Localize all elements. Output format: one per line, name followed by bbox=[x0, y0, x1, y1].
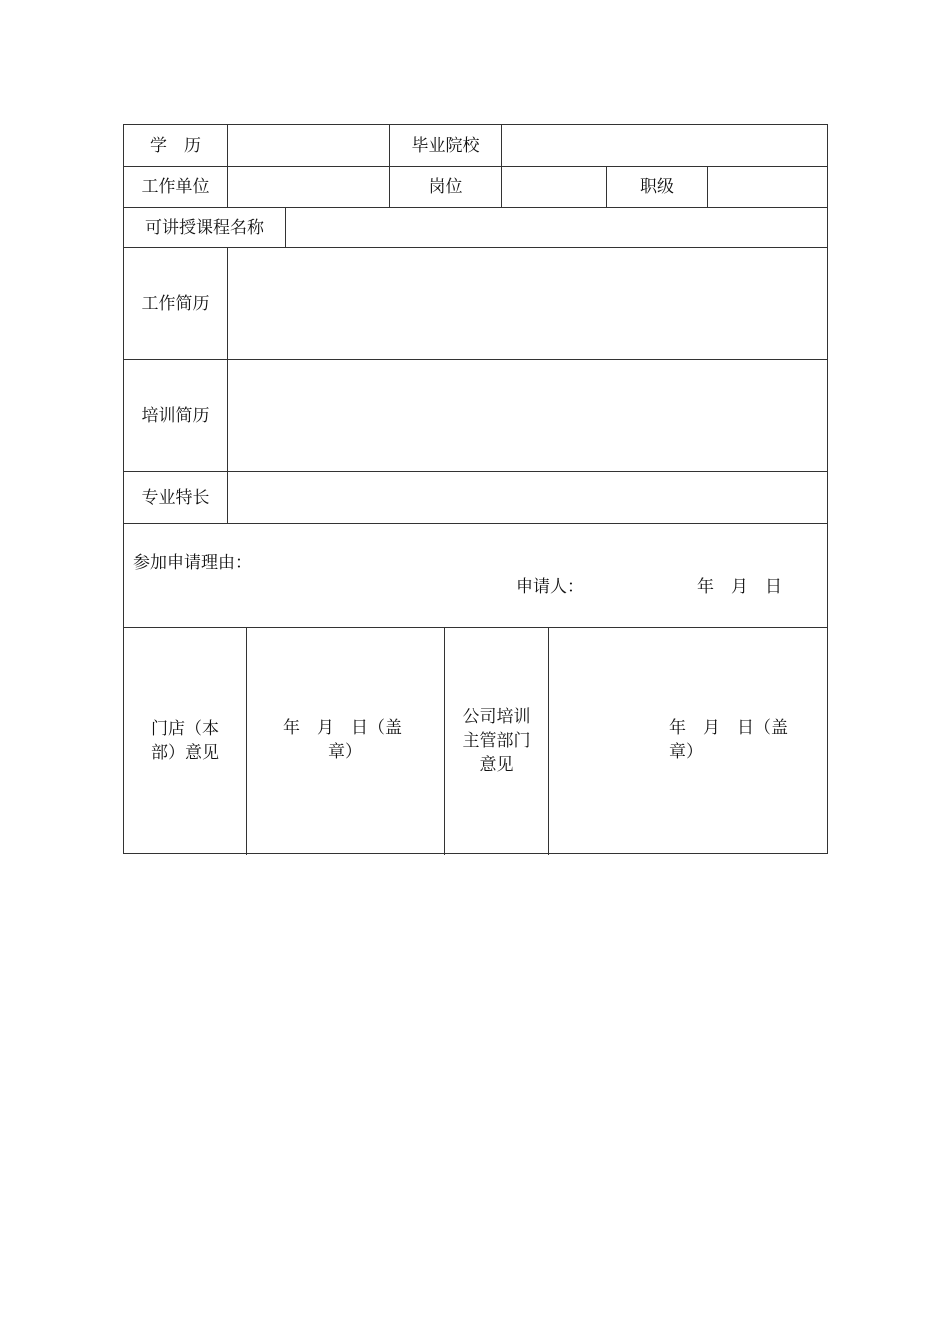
courses-field[interactable] bbox=[286, 208, 827, 247]
work-history-label: 工作简历 bbox=[141, 293, 210, 314]
application-reason-section[interactable] bbox=[124, 524, 827, 627]
company-opinion-field[interactable] bbox=[549, 628, 827, 854]
store-opinion-date-line1: 年 月 日（盖 bbox=[283, 718, 402, 738]
work-history-field[interactable] bbox=[228, 248, 827, 359]
applicant-label: 申请人： bbox=[516, 577, 584, 597]
education-label: 学 历 bbox=[150, 135, 201, 156]
employer-field[interactable] bbox=[228, 167, 389, 207]
employer-label: 工作单位 bbox=[141, 177, 210, 197]
specialty-field[interactable] bbox=[228, 472, 827, 523]
school-label: 毕业院校 bbox=[411, 135, 480, 156]
application-date: 年 月 日 bbox=[697, 577, 782, 597]
courses-label: 可讲授课程名称 bbox=[145, 217, 264, 238]
company-opinion-label: 公司培训主管部门意见 bbox=[462, 707, 531, 775]
company-opinion-date-line2: 章） bbox=[669, 742, 703, 762]
specialty-label: 专业特长 bbox=[141, 487, 210, 508]
store-opinion-label: 门店（本部）意见 bbox=[151, 719, 219, 763]
position-field[interactable] bbox=[502, 167, 606, 207]
rank-label: 职级 bbox=[640, 177, 674, 197]
training-history-label: 培训简历 bbox=[141, 405, 210, 426]
school-field[interactable] bbox=[502, 125, 827, 166]
education-field[interactable] bbox=[228, 125, 389, 166]
store-opinion-field[interactable] bbox=[247, 628, 444, 854]
position-label: 岗位 bbox=[428, 177, 463, 197]
store-opinion-date-line2: 章） bbox=[328, 742, 362, 762]
rank-field[interactable] bbox=[708, 167, 827, 207]
training-history-field[interactable] bbox=[228, 360, 827, 471]
teacher-application-form bbox=[123, 124, 828, 854]
reason-label: 参加申请理由： bbox=[133, 553, 252, 573]
company-opinion-date-line1: 年 月 日（盖 bbox=[669, 718, 788, 738]
